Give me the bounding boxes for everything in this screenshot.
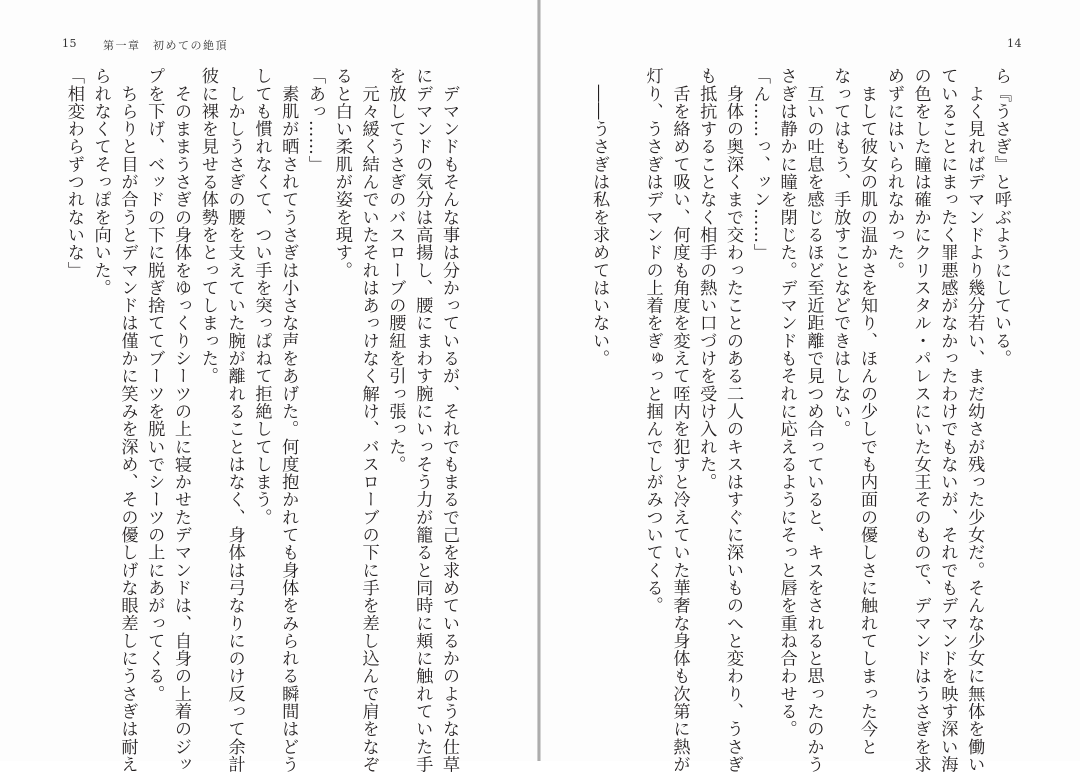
text-column: られなくてそっぽを向いた。 <box>90 67 111 297</box>
text-column: 舌を絡めて吸い、何度も角度を変えて咥内を犯すと冷えていた華奢な身体も次第に熱が <box>669 67 690 773</box>
running-head: 第一章 初めての絶頂 <box>103 39 228 52</box>
text-column: を放してうさぎのバスローブの腰紐を引っ張った。 <box>385 67 406 473</box>
left-page <box>0 0 537 773</box>
page-number-right: 14 <box>1007 37 1022 50</box>
text-column: の色をした瞳は確かにクリスタル・パレスにいた女王そのもので、デマンドはうさぎを求 <box>910 67 931 773</box>
text-column: まして彼女の肌の温かさを知り、ほんの少しでも内面の優しさに触れてしまった今と <box>857 67 878 756</box>
text-column: そのままうさぎの身体をゆっくりシーツの上に寝かせたデマンドは、自身の上着のジッ <box>171 67 192 773</box>
text-column <box>612 67 639 751</box>
text-column: 互いの吐息を感じるほど至近距離で見つめ合っていると、キスをされると思ったのかう <box>803 67 824 773</box>
text-column: さぎは静かに瞳を閉じた。デマンドもそれに応えるようにそっと唇を重ね合わせる。 <box>776 67 797 738</box>
text-column: 「相変わらずつれないな」 <box>63 67 84 279</box>
text-column: ら『うさぎ』と呼ぶようにしている。 <box>991 67 1011 368</box>
text-column: しかしうさぎの腰を支えていた腕が離れることはなく、身体は弓なりにのけ反って余計 <box>224 67 245 773</box>
text-column: も抵抗することなく相手の熱い口づけを受け入れた。 <box>696 67 717 491</box>
text-column: ていることにまったく罪悪感がなかったわけでもないが、それでもデマンドを映す深い海 <box>937 67 958 773</box>
text-column: ――うさぎは私を求めてはいない。 <box>589 67 610 368</box>
text-column: めずにはいられなかった。 <box>883 67 904 279</box>
text-column: 「あっ……」 <box>305 67 326 173</box>
text-column: プを下げ、ベッドの下に脱ぎ捨ててブーツを脱いでシーツの上にあがってくる。 <box>144 67 165 703</box>
page-number-left: 15 <box>62 37 77 50</box>
text-column: 彼に裸を見せる体勢をとってしまった。 <box>197 67 218 385</box>
text-column: 灯り、うさぎはデマンドの上着をぎゅっと掴んでしがみついてくる。 <box>642 67 663 615</box>
text-column: にデマンドの気分は高揚し、腰にまわす腕にいっそう力が籠ると同時に頬に触れていた手 <box>412 67 433 773</box>
text-column: 元々緩く結んでいたそれはあっけなく解け、バスローブの下に手を差し込んで肩をなぞ <box>358 67 379 773</box>
right-page <box>541 0 1080 773</box>
left-body-text <box>60 67 462 773</box>
text-column: デマンドもそんな事は分かっているが、それでもまるで己を求めているかのような仕草 <box>439 67 459 773</box>
text-column: しても慣れなくて、つい手を突っぱねて拒絶してしまう。 <box>251 67 272 526</box>
text-column: 「ん……っ、ッン……」 <box>749 67 770 262</box>
text-column: ちらりと目が合うとデマンドは僅かに笑みを深め、その優しげな眼差しにうさぎは耐え <box>117 67 138 773</box>
right-body-text <box>585 67 1014 773</box>
text-column: 身体の奥深くまで交わったことのある二人のキスはすぐに深いものへと変わり、うさぎ <box>723 67 744 773</box>
text-column: 素肌が晒されてうさぎは小さな声をあげた。何度抱かれても身体をみられる瞬間はどう <box>278 67 299 773</box>
text-column: ると白い柔肌が姿を現す。 <box>331 67 352 279</box>
text-column: なってはもう、手放すことなどできはしない。 <box>830 67 851 438</box>
text-column: よく見ればデマンドより幾分若い、まだ幼さが残った少女だ。そんな少女に無体を働い <box>964 67 985 773</box>
